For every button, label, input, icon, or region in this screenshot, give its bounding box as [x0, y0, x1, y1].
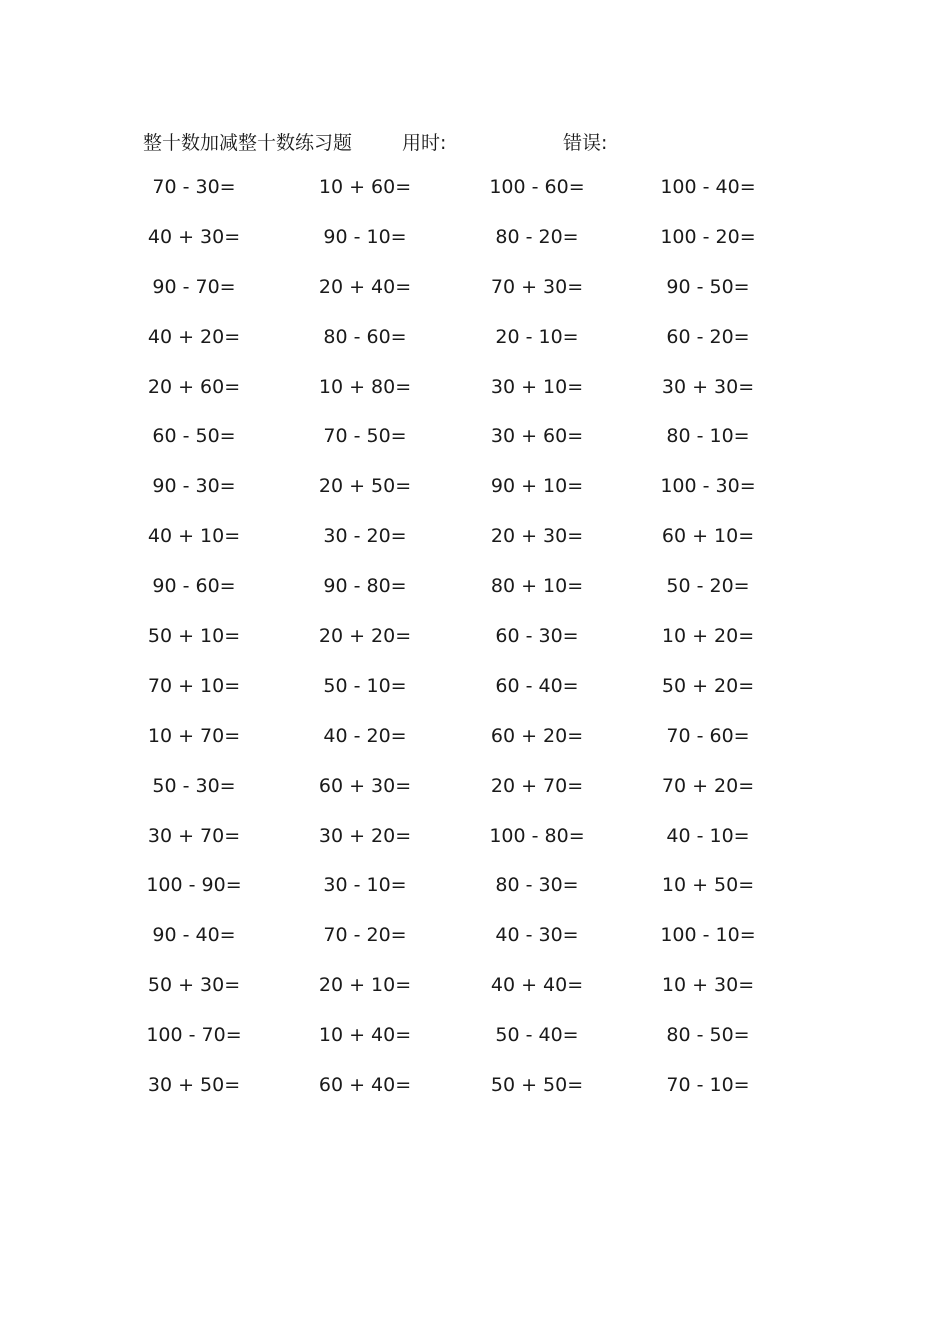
- math-problem: 20 + 60=: [147, 375, 241, 398]
- math-problem: 100 - 80=: [489, 824, 585, 847]
- problem-row: [0, 721, 950, 771]
- problem-row: [0, 621, 950, 671]
- math-problem: 90 - 40=: [152, 924, 236, 947]
- math-problem: 10 + 40=: [318, 1024, 412, 1047]
- problem-row: [0, 421, 950, 471]
- math-problem: 40 + 20=: [147, 325, 241, 348]
- math-problem: 60 - 20=: [666, 325, 750, 348]
- problem-row: [0, 970, 950, 1020]
- math-problem: 90 - 70=: [152, 275, 236, 298]
- math-problem: 60 + 30=: [318, 774, 412, 797]
- math-problem: 20 - 10=: [495, 325, 579, 348]
- worksheet-header: [0, 128, 950, 158]
- problem-grid: [0, 172, 950, 1120]
- math-problem: 60 - 40=: [495, 674, 579, 697]
- math-problem: 100 - 70=: [146, 1024, 242, 1047]
- math-problem: 30 + 10=: [490, 375, 584, 398]
- problem-row: [0, 172, 950, 222]
- math-problem: 90 - 50=: [666, 275, 750, 298]
- math-problem: 100 - 10=: [660, 924, 756, 947]
- problem-row: [0, 521, 950, 571]
- math-problem: 30 - 10=: [323, 874, 407, 897]
- worksheet-title: 整十数加减整十数练习题: [143, 132, 353, 154]
- math-problem: 50 + 50=: [490, 1074, 584, 1097]
- math-problem: 90 - 60=: [152, 575, 236, 598]
- math-problem: 50 - 30=: [152, 774, 236, 797]
- math-problem: 50 - 40=: [495, 1024, 579, 1047]
- math-problem: 40 - 20=: [323, 724, 407, 747]
- problem-row: [0, 272, 950, 322]
- math-problem: 20 + 40=: [318, 275, 412, 298]
- math-problem: 10 + 80=: [318, 375, 412, 398]
- problem-row: [0, 920, 950, 970]
- math-problem: 20 + 30=: [490, 525, 584, 548]
- math-problem: 80 - 20=: [495, 225, 579, 248]
- math-problem: 60 - 30=: [495, 625, 579, 648]
- math-problem: 60 + 40=: [318, 1074, 412, 1097]
- math-problem: 100 - 60=: [489, 176, 585, 198]
- math-problem: 50 + 30=: [147, 974, 241, 997]
- math-problem: 80 - 60=: [323, 325, 407, 348]
- problem-row: [0, 571, 950, 621]
- problem-row: [0, 372, 950, 422]
- problem-row: [0, 1020, 950, 1070]
- math-problem: 70 + 20=: [661, 774, 755, 797]
- math-problem: 70 - 60=: [666, 724, 750, 747]
- errors-label: 错误:: [563, 132, 608, 154]
- math-problem: 100 - 40=: [660, 176, 756, 198]
- math-problem: 20 + 10=: [318, 974, 412, 997]
- math-problem: 90 - 30=: [152, 475, 236, 498]
- math-problem: 20 + 20=: [318, 625, 412, 648]
- math-problem: 70 + 30=: [490, 275, 584, 298]
- math-problem: 30 + 20=: [318, 824, 412, 847]
- math-problem: 50 - 10=: [323, 674, 407, 697]
- math-problem: 60 - 50=: [152, 425, 236, 448]
- problem-row: [0, 870, 950, 920]
- math-problem: 70 - 20=: [323, 924, 407, 947]
- math-problem: 10 + 50=: [661, 874, 755, 897]
- math-problem: 50 - 20=: [666, 575, 750, 598]
- math-problem: 40 - 10=: [666, 824, 750, 847]
- math-problem: 60 + 20=: [490, 724, 584, 747]
- problem-row: [0, 222, 950, 272]
- math-problem: 100 - 90=: [146, 874, 242, 897]
- math-problem: 70 - 50=: [323, 425, 407, 448]
- math-problem: 40 + 40=: [490, 974, 584, 997]
- math-problem: 30 + 60=: [490, 425, 584, 448]
- math-problem: 80 - 10=: [666, 425, 750, 448]
- math-problem: 50 + 20=: [661, 674, 755, 697]
- math-problem: 40 - 30=: [495, 924, 579, 947]
- math-problem: 10 + 70=: [147, 724, 241, 747]
- math-problem: 90 - 10=: [323, 225, 407, 248]
- problem-row: [0, 322, 950, 372]
- math-problem: 30 + 30=: [661, 375, 755, 398]
- math-problem: 30 + 70=: [147, 824, 241, 847]
- math-problem: 40 + 10=: [147, 525, 241, 548]
- math-problem: 90 + 10=: [490, 475, 584, 498]
- math-problem: 50 + 10=: [147, 625, 241, 648]
- problem-row: [0, 771, 950, 821]
- math-problem: 10 + 20=: [661, 625, 755, 648]
- math-problem: 30 + 50=: [147, 1074, 241, 1097]
- math-problem: 90 - 80=: [323, 575, 407, 598]
- math-problem: 20 + 70=: [490, 774, 584, 797]
- math-problem: 80 - 30=: [495, 874, 579, 897]
- math-problem: 100 - 30=: [660, 475, 756, 498]
- math-problem: 10 + 60=: [318, 176, 412, 198]
- math-problem: 80 + 10=: [490, 575, 584, 598]
- math-problem: 40 + 30=: [147, 225, 241, 248]
- problem-row: [0, 1070, 950, 1120]
- math-problem: 100 - 20=: [660, 225, 756, 248]
- problem-row: [0, 471, 950, 521]
- math-problem: 80 - 50=: [666, 1024, 750, 1047]
- problem-row: [0, 821, 950, 871]
- math-problem: 60 + 10=: [661, 525, 755, 548]
- math-problem: 70 + 10=: [147, 674, 241, 697]
- math-problem: 30 - 20=: [323, 525, 407, 548]
- math-problem: 20 + 50=: [318, 475, 412, 498]
- problem-row: [0, 671, 950, 721]
- time-used-label: 用时:: [402, 132, 447, 154]
- math-problem: 70 - 30=: [152, 176, 236, 198]
- math-problem: 10 + 30=: [661, 974, 755, 997]
- math-problem: 70 - 10=: [666, 1074, 750, 1097]
